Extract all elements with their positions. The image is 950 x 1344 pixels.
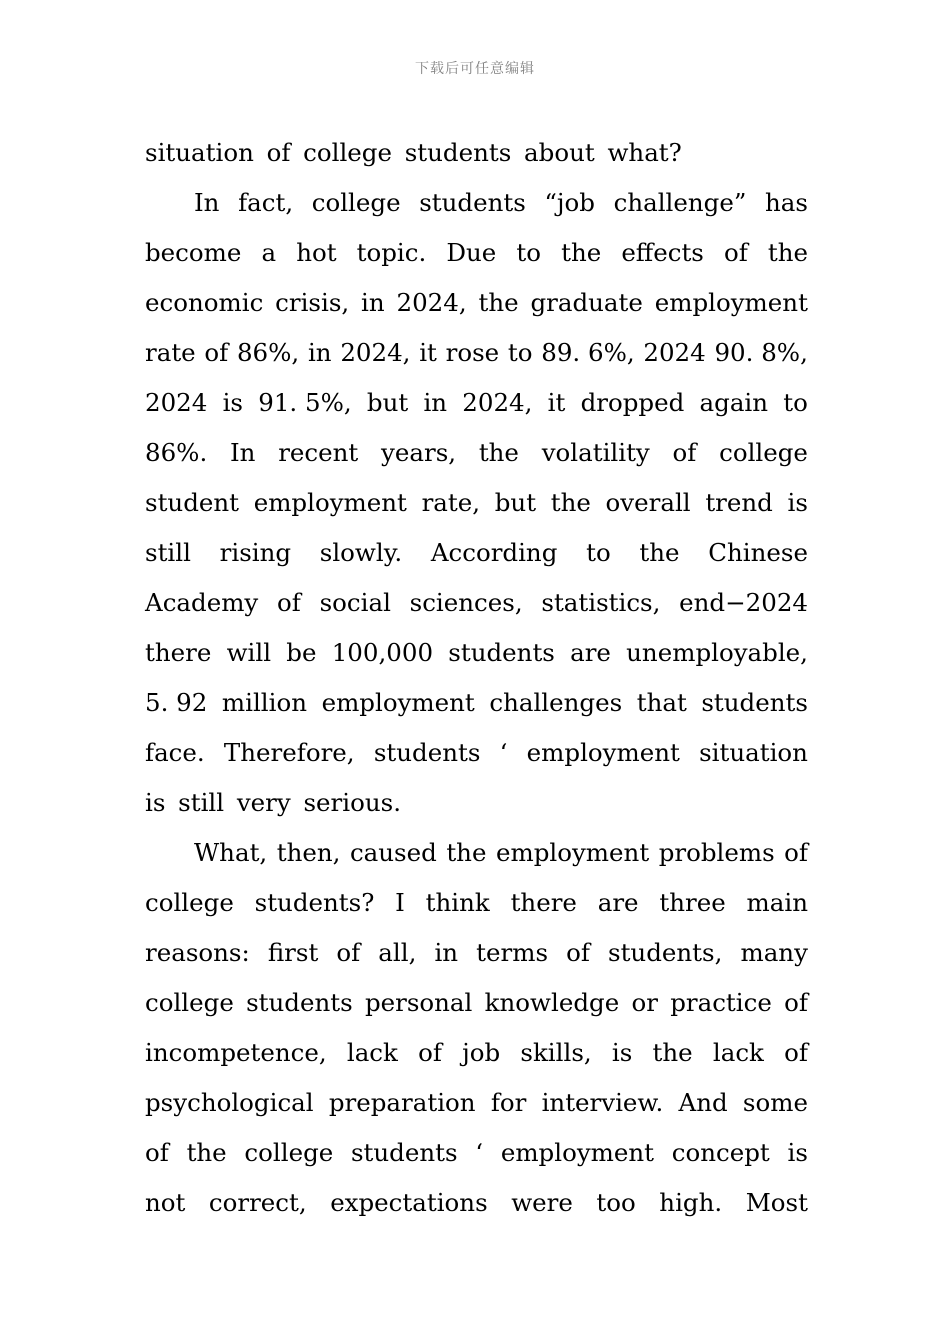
- word: lack: [346, 1038, 398, 1067]
- word: very: [236, 788, 291, 817]
- word: ‘: [499, 738, 508, 767]
- word: Most: [745, 1188, 808, 1217]
- word: sciences,: [409, 588, 523, 617]
- word: but: [366, 388, 409, 417]
- word: And: [678, 1088, 728, 1117]
- word: too: [596, 1188, 636, 1217]
- word: to: [586, 538, 611, 567]
- word: of: [784, 988, 808, 1017]
- word: expectations: [330, 1188, 488, 1217]
- word: dropped: [580, 388, 685, 417]
- word: 5. 92: [145, 688, 208, 717]
- paragraph: [145, 828, 808, 1228]
- word: slowly.: [319, 538, 403, 567]
- word: overall: [605, 488, 691, 517]
- word: lack: [712, 1038, 764, 1067]
- text-line: [145, 628, 808, 678]
- word: Due: [446, 238, 497, 267]
- word: employment: [500, 1138, 655, 1167]
- word: 90. 8%,: [714, 338, 808, 367]
- word: of: [418, 1038, 442, 1067]
- word: become: [145, 238, 242, 267]
- word: to: [516, 238, 541, 267]
- word: employment: [253, 488, 407, 517]
- text-line: [145, 1078, 808, 1128]
- word: incompetence,: [145, 1038, 327, 1067]
- word: rose: [445, 338, 500, 367]
- word: statistics,: [541, 588, 661, 617]
- word: of: [266, 138, 291, 167]
- word: of: [145, 1138, 169, 1167]
- word: skills,: [520, 1038, 592, 1067]
- word: students: [419, 188, 526, 217]
- word: knowledge: [484, 988, 620, 1017]
- word: the: [639, 538, 680, 567]
- word: is: [222, 388, 244, 417]
- word: students: [246, 988, 353, 1017]
- word: there: [145, 638, 212, 667]
- word: face.: [145, 738, 205, 767]
- word: 2024,: [340, 338, 411, 367]
- word: end−2024: [679, 588, 808, 617]
- word: of: [723, 238, 748, 267]
- word: situation: [699, 738, 808, 767]
- word: in: [423, 388, 448, 417]
- word: students: [350, 1138, 458, 1167]
- word: 86%,: [236, 338, 300, 367]
- word: In: [230, 438, 256, 467]
- word: of: [784, 838, 808, 867]
- text-line: [145, 578, 808, 628]
- word: effects: [621, 238, 704, 267]
- word: that: [636, 688, 687, 717]
- word: Therefore,: [223, 738, 355, 767]
- word: it: [547, 388, 566, 417]
- word: serious.: [303, 788, 401, 817]
- word: employment: [495, 838, 650, 867]
- word: volatility: [541, 438, 650, 467]
- word: What,: [194, 838, 268, 867]
- word: employment: [654, 288, 808, 317]
- word: 100,000: [331, 638, 434, 667]
- page-header-watermark: 下载后可任意编辑: [415, 61, 535, 77]
- word: million: [221, 688, 308, 717]
- word: of: [336, 938, 361, 967]
- word: of: [204, 338, 229, 367]
- word: rate,: [421, 488, 481, 517]
- word: first: [267, 938, 319, 967]
- word: According: [430, 538, 558, 567]
- word: students?: [254, 888, 375, 917]
- text-line: [145, 728, 808, 778]
- text-line: [145, 828, 808, 878]
- paragraph: [145, 128, 808, 178]
- word: college: [719, 438, 808, 467]
- word: then,: [276, 838, 341, 867]
- word: a: [261, 238, 277, 267]
- word: the: [446, 838, 487, 867]
- word: many: [740, 938, 808, 967]
- word: think: [425, 888, 490, 917]
- word: graduate: [530, 288, 643, 317]
- word: not: [145, 1188, 186, 1217]
- text-line: [145, 378, 808, 428]
- word: college: [145, 888, 234, 917]
- word: the: [550, 488, 591, 517]
- document-body: [145, 128, 808, 1228]
- text-line: [145, 978, 808, 1028]
- word: unemployable,: [626, 638, 808, 667]
- word: hot: [296, 238, 337, 267]
- word: challenge”: [613, 188, 747, 217]
- word: In: [194, 188, 220, 217]
- word: 89. 6%,: [541, 338, 635, 367]
- word: concept: [671, 1138, 770, 1167]
- word: rate: [145, 338, 196, 367]
- word: Chinese: [708, 538, 808, 567]
- word: still: [178, 788, 225, 817]
- word: the: [561, 238, 602, 267]
- word: challenges: [489, 688, 623, 717]
- word: years,: [381, 438, 457, 467]
- word: some: [742, 1088, 808, 1117]
- word: will: [226, 638, 272, 667]
- word: Academy: [145, 588, 259, 617]
- word: of: [277, 588, 301, 617]
- word: of: [672, 438, 697, 467]
- word: psychological: [145, 1088, 314, 1117]
- word: all,: [378, 938, 417, 967]
- word: for: [490, 1088, 527, 1117]
- text-line: [145, 428, 808, 478]
- word: student: [145, 488, 240, 517]
- text-line: [145, 128, 808, 178]
- word: ‘: [475, 1138, 484, 1167]
- word: there: [510, 888, 577, 917]
- word: of: [784, 1038, 808, 1067]
- word: students: [404, 138, 512, 167]
- word: college: [303, 138, 392, 167]
- word: rising: [219, 538, 292, 567]
- word: correct,: [208, 1188, 307, 1217]
- word: the: [652, 1038, 693, 1067]
- text-line: [145, 1178, 808, 1228]
- word: students: [701, 688, 808, 717]
- text-line: [145, 1028, 808, 1078]
- word: are: [597, 888, 639, 917]
- word: caused: [349, 838, 437, 867]
- text-line: [145, 178, 808, 228]
- word: are: [570, 638, 611, 667]
- word: college: [145, 988, 234, 1017]
- word: preparation: [328, 1088, 476, 1117]
- word: students,: [608, 938, 723, 967]
- text-line: [145, 478, 808, 528]
- word: 86%.: [145, 438, 208, 467]
- word: I: [395, 888, 405, 917]
- word: employment: [321, 688, 475, 717]
- word: in: [434, 938, 459, 967]
- word: again: [699, 388, 769, 417]
- word: fact,: [238, 188, 294, 217]
- word: in: [307, 338, 332, 367]
- word: or: [631, 988, 658, 1017]
- word: about: [524, 138, 595, 167]
- text-line: [145, 328, 808, 378]
- text-line: [145, 878, 808, 928]
- word: 2024,: [462, 388, 533, 417]
- word: college: [244, 1138, 334, 1167]
- word: but: [494, 488, 537, 517]
- word: personal: [364, 988, 473, 1017]
- word: to: [783, 388, 808, 417]
- word: terms: [476, 938, 549, 967]
- word: be: [286, 638, 317, 667]
- word: the: [478, 438, 519, 467]
- word: recent: [278, 438, 359, 467]
- word: students: [448, 638, 555, 667]
- word: interview.: [541, 1088, 664, 1117]
- word: practice: [670, 988, 772, 1017]
- word: has: [764, 188, 808, 217]
- word: in: [361, 288, 385, 317]
- word: it: [419, 338, 437, 367]
- word: the: [478, 288, 519, 317]
- word: main: [746, 888, 808, 917]
- word: situation: [145, 138, 254, 167]
- word: job: [462, 1038, 501, 1067]
- text-line: [145, 778, 808, 828]
- word: reasons:: [145, 938, 250, 967]
- word: 2024: [145, 388, 208, 417]
- word: employment: [526, 738, 680, 767]
- text-line: [145, 1128, 808, 1178]
- word: of: [566, 938, 590, 967]
- word: 2024,: [396, 288, 467, 317]
- word: students: [373, 738, 481, 767]
- word: still: [145, 538, 191, 567]
- word: 91. 5%,: [258, 388, 352, 417]
- word: what?: [607, 138, 682, 167]
- word: is: [787, 1138, 808, 1167]
- word: to: [507, 338, 533, 367]
- word: economic: [145, 288, 264, 317]
- text-line: [145, 928, 808, 978]
- word: the: [767, 238, 808, 267]
- word: college: [311, 188, 401, 217]
- paragraph: [145, 178, 808, 828]
- text-line: [145, 678, 808, 728]
- word: topic.: [356, 238, 427, 267]
- word: problems: [658, 838, 775, 867]
- word: is: [787, 488, 808, 517]
- word: social: [319, 588, 391, 617]
- word: is: [611, 1038, 633, 1067]
- word: “job: [544, 188, 595, 217]
- text-line: [145, 528, 808, 578]
- word: the: [186, 1138, 227, 1167]
- word: crisis,: [275, 288, 350, 317]
- word: three: [659, 888, 726, 917]
- text-line: [145, 278, 808, 328]
- text-line: [145, 228, 808, 278]
- word: 2024: [643, 338, 706, 367]
- word: trend: [705, 488, 773, 517]
- word: high.: [659, 1188, 723, 1217]
- word: were: [511, 1188, 573, 1217]
- word: is: [145, 788, 166, 817]
